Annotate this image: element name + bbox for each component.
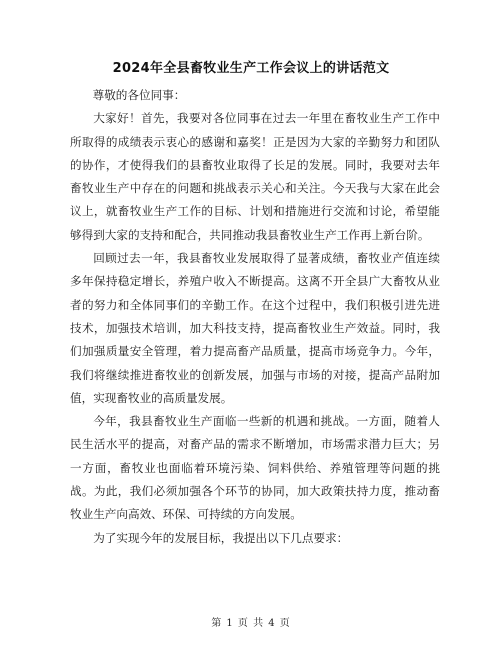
paragraph-3: 今年，我县畜牧业生产面临一些新的机遇和挑战。一方面，随着人民生活水平的提高，对畜产品的需求不断增加，市场需求潜力巨大；另一方面，畜牧业也面临着环境污染、饲料供给、养殖管理等问题的挑战。为此，我们必须加强各个环节的协同，加大政策扶持力度，推动畜牧业生产向高效、环保、可持续的方向发展。 — [70, 414, 440, 522]
paragraph-4: 为了实现今年的发展目标，我提出以下几点要求： — [93, 530, 349, 545]
salutation: 尊敬的各位同事： — [92, 88, 186, 102]
paragraph-2: 回顾过去一年，我县畜牧业发展取得了显著成绩，畜牧业产值连续多年保持稳定增长，养殖户收入不断提高。这离不开全县广大畜牧从业者的努力和全体同事们的辛勤工作。在这个过程中，我们积极引进先进技术，加强技术培训，加大科技支持，提高畜牧业生产效益。同时，我们加强质量安全管理，着力提高畜产品质量，提高市场竞争力。今年，我们将继续推进畜牧业的创新发展，加强与市场的对接，提高产品附加值，实现畜牧业的高质量发展。 — [70, 251, 440, 405]
paragraph-1: 大家好！首先，我要对各位同事在过去一年里在畜牧业生产工作中所取得的成绩表示衷心的感谢和嘉奖！正是因为大家的辛勤努力和团队的协作，才使得我们的县畜牧业取得了长足的发展。同时，我要对去年畜牧业生产中存在的问题和挑战表示关心和关注。今天我与大家在此会议上，就畜牧业生产工作的目标、计划和措施进行交流和讨论，希望能够得到大家的支持和配合，共同推动我县畜牧业生产工作再上新台阶。 — [70, 111, 440, 242]
document-title: 2024年全县畜牧业生产工作会议上的讲话范文 — [112, 61, 390, 76]
page-footer: 第 1 页 共 4 页 — [211, 618, 291, 629]
document-body — [70, 84, 440, 550]
